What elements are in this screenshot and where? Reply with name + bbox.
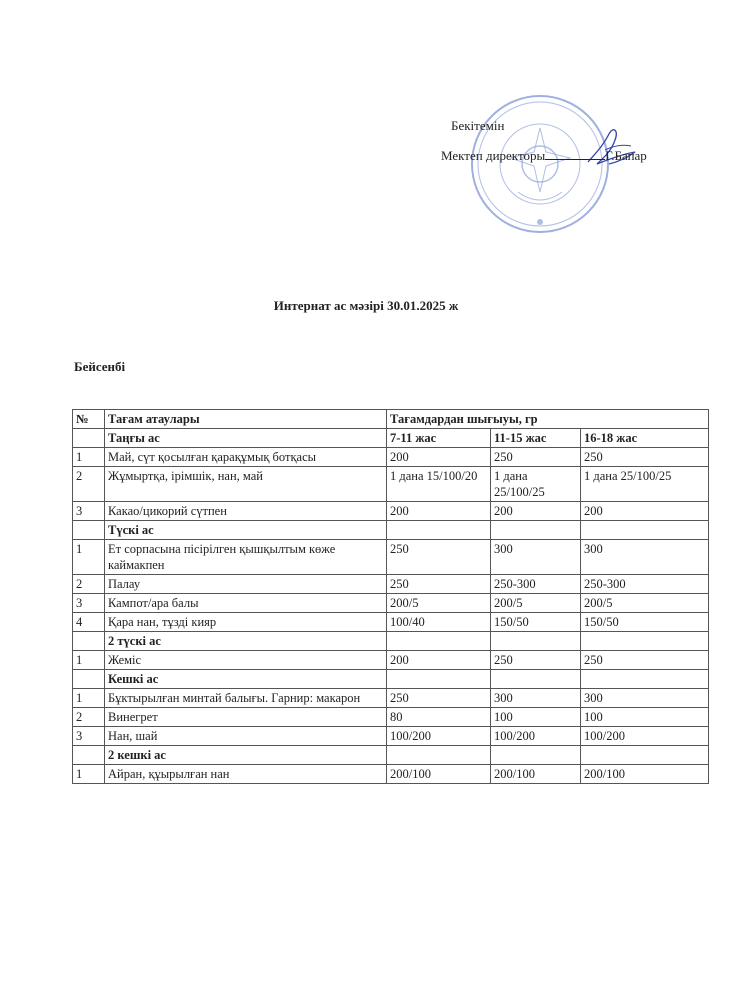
table-row <box>73 765 709 784</box>
portion-11-15: 1 дана 25/100/25 <box>491 467 581 502</box>
row-number: 1 <box>73 765 105 784</box>
portion-7-11: 250 <box>387 575 491 594</box>
portion-16-18: 200/5 <box>581 594 709 613</box>
table-row <box>73 540 709 575</box>
empty-cell <box>491 632 581 651</box>
portion-7-11: 100/40 <box>387 613 491 632</box>
portion-16-18: 100 <box>581 708 709 727</box>
table-row <box>73 594 709 613</box>
section-title: Кешкі ас <box>105 670 387 689</box>
dish-name: Айран, құырылған нан <box>105 765 387 784</box>
col-number-header: № <box>73 410 105 429</box>
dish-name: Ет сорпасына пісірілген қышқылтым көже каймакпен <box>105 540 387 575</box>
section-title: Түскі ас <box>105 521 387 540</box>
empty-cell <box>581 521 709 540</box>
row-number: 3 <box>73 502 105 521</box>
empty-cell <box>73 429 105 448</box>
table-row <box>73 689 709 708</box>
director-name: Г.Бапар <box>605 148 647 163</box>
empty-cell <box>581 632 709 651</box>
table-header-row <box>73 410 709 429</box>
row-number: 1 <box>73 448 105 467</box>
portion-11-15: 200 <box>491 502 581 521</box>
table-row <box>73 467 709 502</box>
portion-7-11: 100/200 <box>387 727 491 746</box>
portion-16-18: 250-300 <box>581 575 709 594</box>
dish-name: Кампот/ара балы <box>105 594 387 613</box>
portion-11-15: 250 <box>491 448 581 467</box>
empty-cell <box>491 746 581 765</box>
portion-7-11: 200/5 <box>387 594 491 613</box>
table-row <box>73 575 709 594</box>
portion-7-11: 1 дана 15/100/20 <box>387 467 491 502</box>
col-output-header: Тағамдардан шығыуы, гр <box>387 410 709 429</box>
portion-7-11: 200/100 <box>387 765 491 784</box>
portion-16-18: 300 <box>581 540 709 575</box>
portion-16-18: 200 <box>581 502 709 521</box>
empty-cell <box>73 670 105 689</box>
portion-11-15: 300 <box>491 689 581 708</box>
portion-16-18: 250 <box>581 448 709 467</box>
portion-11-15: 100 <box>491 708 581 727</box>
dish-name: Палау <box>105 575 387 594</box>
dish-name: Жеміс <box>105 651 387 670</box>
empty-cell <box>73 521 105 540</box>
empty-cell <box>387 521 491 540</box>
portion-11-15: 250 <box>491 651 581 670</box>
dish-name: Май, сүт қосылған қарақұмық ботқасы <box>105 448 387 467</box>
portion-16-18: 200/100 <box>581 765 709 784</box>
row-number: 2 <box>73 708 105 727</box>
row-number: 4 <box>73 613 105 632</box>
signature-line <box>545 149 605 160</box>
table-row <box>73 727 709 746</box>
dish-name: Винегрет <box>105 708 387 727</box>
row-number: 1 <box>73 651 105 670</box>
portion-16-18: 150/50 <box>581 613 709 632</box>
portion-7-11: 250 <box>387 689 491 708</box>
section-row <box>73 521 709 540</box>
empty-cell <box>387 746 491 765</box>
day-label: Бейсенбі <box>74 359 126 374</box>
director-line <box>441 148 647 164</box>
portion-7-11: 200 <box>387 448 491 467</box>
table-row <box>73 651 709 670</box>
row-number: 2 <box>73 575 105 594</box>
table-subheader-row <box>73 429 709 448</box>
row-number: 1 <box>73 540 105 575</box>
dish-name: Бұктырылған минтай балығы. Гарнир: макарон <box>105 689 387 708</box>
section-row <box>73 746 709 765</box>
section-title: 2 кешкі ас <box>105 746 387 765</box>
dish-name: Нан, шай <box>105 727 387 746</box>
col-age-11-15: 11-15 жас <box>491 429 581 448</box>
portion-11-15: 250-300 <box>491 575 581 594</box>
table-row <box>73 502 709 521</box>
empty-cell <box>491 670 581 689</box>
table-row <box>73 708 709 727</box>
portion-11-15: 100/200 <box>491 727 581 746</box>
table-row <box>73 613 709 632</box>
col-name-header: Тағам атаулары <box>105 410 387 429</box>
empty-cell <box>581 746 709 765</box>
empty-cell <box>387 670 491 689</box>
portion-16-18: 300 <box>581 689 709 708</box>
section-row <box>73 670 709 689</box>
section-breakfast: Таңғы ас <box>105 429 387 448</box>
col-age-16-18: 16-18 жас <box>581 429 709 448</box>
col-age-7-11: 7-11 жас <box>387 429 491 448</box>
portion-7-11: 250 <box>387 540 491 575</box>
empty-cell <box>387 632 491 651</box>
portion-16-18: 100/200 <box>581 727 709 746</box>
section-title: 2 түскі ас <box>105 632 387 651</box>
empty-cell <box>581 670 709 689</box>
dish-name: Какао/цикорий сүтпен <box>105 502 387 521</box>
empty-cell <box>73 746 105 765</box>
director-label: Мектеп директоры <box>441 148 546 163</box>
empty-cell <box>73 632 105 651</box>
portion-11-15: 200/100 <box>491 765 581 784</box>
approval-label: Бекітемін <box>451 118 505 133</box>
row-number: 2 <box>73 467 105 502</box>
portion-11-15: 200/5 <box>491 594 581 613</box>
portion-11-15: 150/50 <box>491 613 581 632</box>
menu-table <box>72 409 709 784</box>
row-number: 3 <box>73 727 105 746</box>
table-row <box>73 448 709 467</box>
portion-16-18: 1 дана 25/100/25 <box>581 467 709 502</box>
portion-7-11: 80 <box>387 708 491 727</box>
row-number: 3 <box>73 594 105 613</box>
dish-name: Қара нан, тұзді кияр <box>105 613 387 632</box>
portion-7-11: 200 <box>387 651 491 670</box>
dish-name: Жұмыртқа, ірімшік, нан, май <box>105 467 387 502</box>
portion-11-15: 300 <box>491 540 581 575</box>
section-row <box>73 632 709 651</box>
row-number: 1 <box>73 689 105 708</box>
portion-7-11: 200 <box>387 502 491 521</box>
portion-16-18: 250 <box>581 651 709 670</box>
empty-cell <box>491 521 581 540</box>
page-title: Интернат ас мәзірі 30.01.2025 ж <box>273 298 459 313</box>
